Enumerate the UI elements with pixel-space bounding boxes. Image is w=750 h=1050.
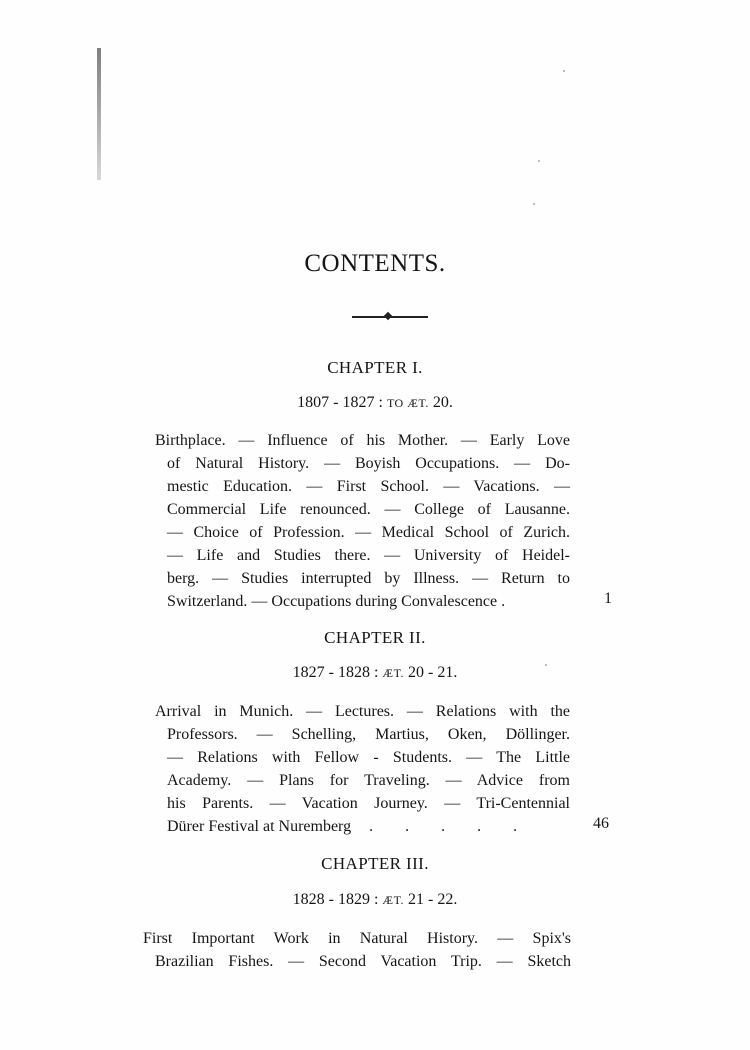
chapter-2-heading: CHAPTER II. xyxy=(324,628,426,647)
chapter-2-summary xyxy=(155,700,570,838)
chapter-1-age-prefix: TO ÆT. xyxy=(386,396,429,410)
chapter-2-summary-text: Dürer Festival at Nuremberg xyxy=(167,818,352,835)
chapter-2-summary-line: his Parents. — Vacation Journey. — Tri-Centennial xyxy=(167,795,570,812)
chapter-3-dates xyxy=(0,891,750,909)
chapter-1-summary-line: Commercial Life renounced. — College of Lausanne. xyxy=(167,501,570,518)
chapter-2-summary-line-last xyxy=(167,815,570,838)
chapter-1-summary-line: — Life and Studies there. — University of Heidel- xyxy=(167,547,570,564)
chapter-1-years: 1807 - 1827 : xyxy=(297,394,383,411)
chapter-2-summary-line: Arrival in Munich. — Lectures. — Relations with the xyxy=(155,703,570,720)
scan-speck xyxy=(538,160,540,162)
chapter-1-heading: CHAPTER I. xyxy=(327,358,423,377)
chapter-1-page-number: 1 xyxy=(604,590,612,607)
title-ornament-rule xyxy=(352,316,428,318)
chapter-3-age: 21 - 22. xyxy=(408,891,458,908)
chapter-2-page-number: 46 xyxy=(593,815,609,832)
chapter-3-years: 1828 - 1829 : xyxy=(292,891,379,908)
chapter-1-summary xyxy=(155,429,570,613)
chapter-2-years: 1827 - 1828 : xyxy=(292,664,379,681)
chapter-3-heading: CHAPTER III. xyxy=(321,854,429,873)
chapter-2-summary-line: Professors. — Schelling, Martius, Oken, Döllinger. xyxy=(167,726,570,743)
page-gutter-shadow xyxy=(97,48,101,180)
chapter-1-summary-line: Birthplace. — Influence of his Mother. — Early Love xyxy=(155,432,570,449)
chapter-1-dates xyxy=(0,394,750,412)
chapter-2-summary-line: — Relations with Fellow - Students. — The Little xyxy=(167,749,570,766)
chapter-2-dates xyxy=(0,664,750,682)
contents-title: CONTENTS. xyxy=(304,250,446,277)
chapter-1-age: 20. xyxy=(432,394,453,411)
chapter-2-dot-leader: . . . . . xyxy=(369,818,532,835)
chapter-1-summary-line: berg. — Studies interrupted by Illness. — Return to xyxy=(167,570,570,587)
chapter-3-age-prefix: ÆT. xyxy=(382,893,405,907)
chapter-2-summary-line: Academy. — Plans for Traveling. — Advice from xyxy=(167,772,570,789)
scan-speck xyxy=(563,70,565,72)
chapter-3-summary xyxy=(143,927,571,973)
chapter-1-summary-line: of Natural History. — Boyish Occupations. — Do- xyxy=(167,455,570,472)
scan-speck xyxy=(533,203,535,205)
chapter-3-summary-line: Brazilian Fishes. — Second Vacation Trip. — Sketch xyxy=(155,953,571,970)
chapter-1-summary-line: Switzerland. — Occupations during Convalescence . xyxy=(167,593,506,610)
chapter-1-summary-line: — Choice of Profession. — Medical School of Zurich. xyxy=(167,524,570,541)
chapter-3-summary-line: First Important Work in Natural History. — Spix's xyxy=(143,930,571,947)
chapter-1-summary-line: mestic Education. — First School. — Vacations. — xyxy=(167,478,570,495)
chapter-2-age: 20 - 21. xyxy=(408,664,458,681)
chapter-2-age-prefix: ÆT. xyxy=(382,666,405,680)
